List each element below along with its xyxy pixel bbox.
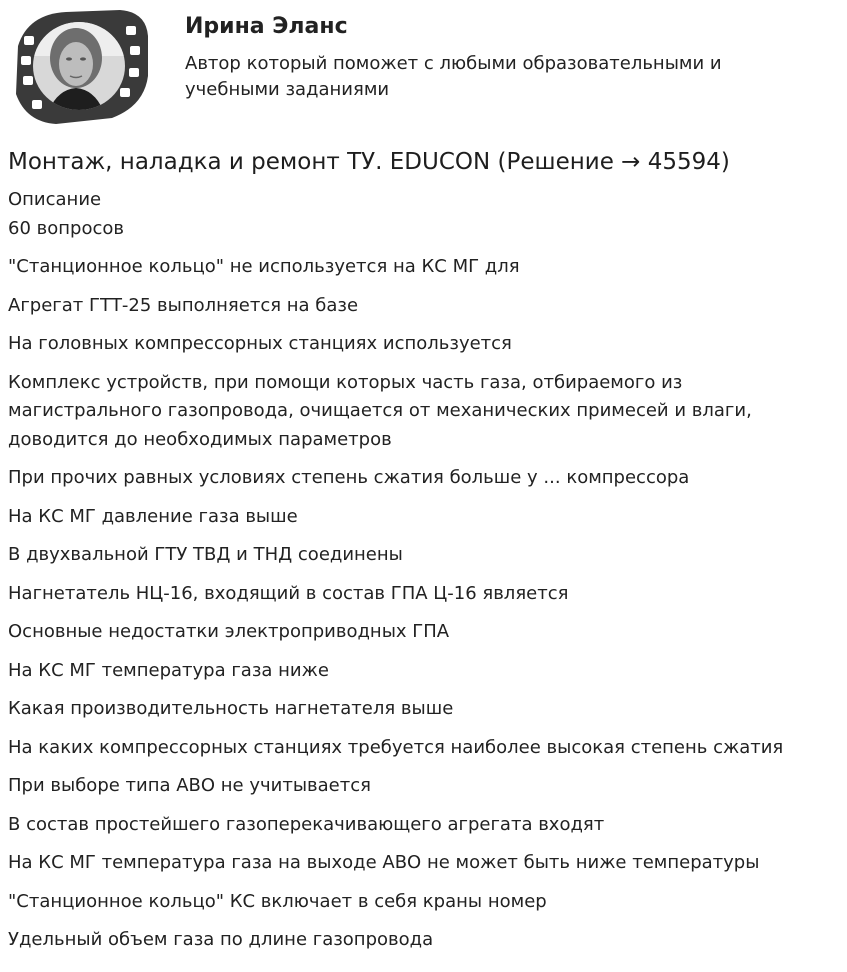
question-item: "Станционное кольцо" не используется на КС МГ для — [8, 256, 520, 277]
question-item: На КС МГ давление газа выше — [8, 505, 298, 527]
page-title: Монтаж, наладка и ремонт ТУ. EDUCON (Решение → 45594) — [8, 149, 730, 175]
question-item: В состав простейшего газоперекачивающего агрегата входят — [8, 813, 605, 835]
question-item: На каких компрессорных станциях требуется наиболее высокая степень сжатия — [8, 736, 784, 758]
question-count: 60 вопросов — [8, 218, 124, 239]
question-item: Агрегат ГТТ-25 выполняется на базе — [8, 294, 359, 316]
question-item: При прочих равных условиях степень сжатия больше у ... компрессора — [8, 467, 690, 488]
author-avatar[interactable] — [8, 6, 150, 126]
question-item: На КС МГ температура газа на выходе АВО не может быть ниже температуры — [8, 852, 760, 873]
description-label: Описание — [8, 189, 102, 210]
question-item: В двухвальной ГТУ ТВД и ТНД соединены — [8, 544, 403, 565]
question-item: Нагнетатель НЦ-16, входящий в состав ГПА Ц-16 является — [8, 582, 569, 604]
question-item: На КС МГ температура газа ниже — [8, 659, 329, 681]
question-item: Какая производительность нагнетателя выше — [8, 698, 454, 719]
question-item: На головных компрессорных станциях используется — [8, 333, 512, 354]
question-item: Удельный объем газа по длине газопровода — [8, 929, 434, 950]
question-item: Комплекс устройств, при помощи которых часть газа, отбираемого из магистрального газопровода, очищается от механических примесей и влаги, доводится до необходимых параметров — [8, 371, 752, 450]
question-item: "Станционное кольцо" КС включает в себя краны номер — [8, 890, 547, 912]
question-item: Основные недостатки электроприводных ГПА — [8, 621, 450, 642]
author-description: Автор который поможет с любыми образовательными и учебными заданиями — [185, 53, 722, 100]
question-item: При выборе типа АВО не учитывается — [8, 775, 371, 796]
question-list — [8, 253, 838, 965]
author-name[interactable]: Ирина Эланс — [185, 14, 348, 39]
author-card — [8, 6, 828, 128]
